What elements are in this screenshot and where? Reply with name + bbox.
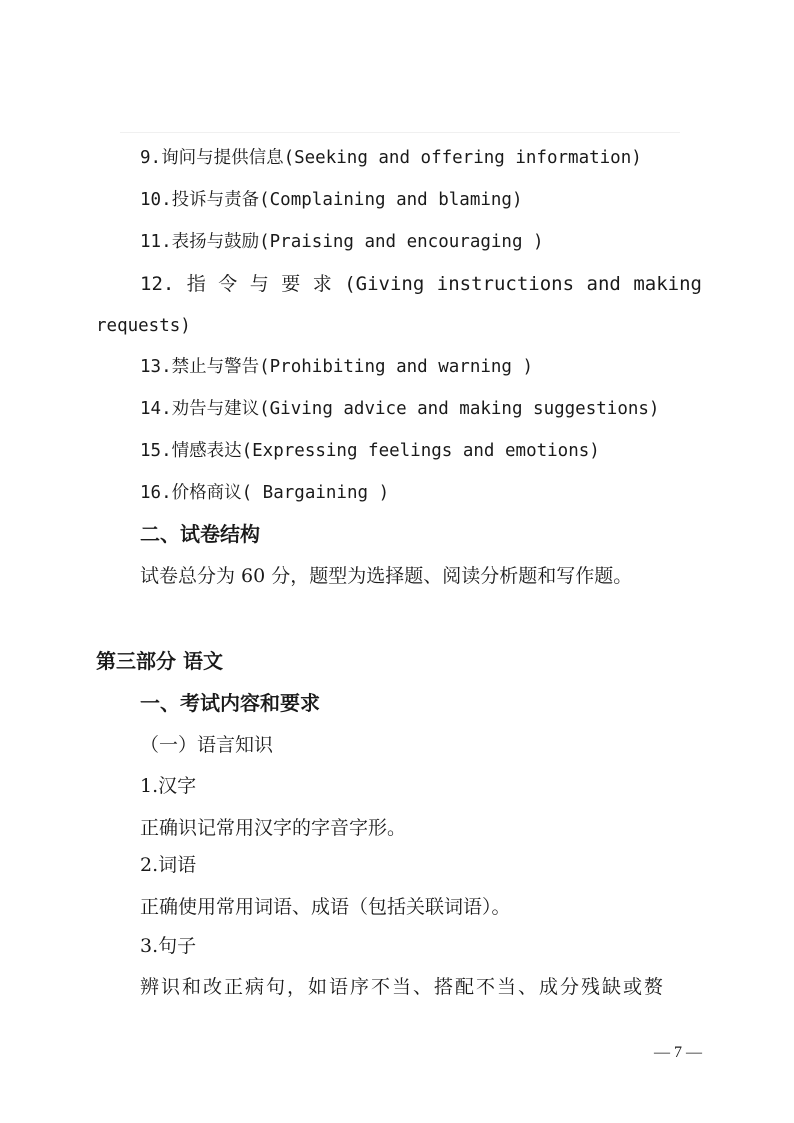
list-item-12-part: making — [633, 273, 702, 295]
item-body-characters: 正确识记常用汉字的字音字形。 — [140, 817, 407, 839]
subsection-heading-language-knowledge: （一）语言知识 — [140, 734, 274, 756]
item-body-sentences: 辨识和改正病句，如语序不当、搭配不当、成分残缺或赘 — [140, 976, 666, 998]
list-item-12-part: and — [586, 273, 621, 295]
item-heading-words: 2.词语 — [140, 854, 197, 876]
list-item-13: 13.禁止与警告(Prohibiting and warning ) — [140, 357, 534, 377]
section-heading-exam-structure: 二、试卷结构 — [140, 522, 260, 546]
list-item-12-part: 令 — [218, 273, 238, 295]
item-heading-sentences: 3.句子 — [140, 935, 197, 957]
list-item-12-part: (Giving — [344, 273, 425, 295]
list-item-10: 10.投诉与责备(Complaining and blaming) — [140, 190, 523, 210]
list-item-12 — [140, 272, 702, 296]
list-item-12-part: instructions — [436, 273, 575, 295]
page-number: — 7 — — [654, 1044, 702, 1061]
part-title-chinese: 第三部分 语文 — [96, 649, 223, 673]
list-item-16: 16.价格商议( Bargaining ) — [140, 483, 390, 503]
section-heading-content-requirements: 一、考试内容和要求 — [140, 691, 320, 715]
list-item-12-part: 与 — [249, 273, 269, 295]
item-heading-characters: 1.汉字 — [140, 775, 197, 797]
list-item-12-part: 12. — [140, 273, 175, 295]
section-body-exam-structure: 试卷总分为 60 分，题型为选择题、阅读分析题和写作题。 — [140, 565, 633, 587]
list-item-11: 11.表扬与鼓励(Praising and encouraging ) — [140, 232, 544, 252]
faint-divider — [120, 132, 680, 133]
item-body-words: 正确使用常用词语、成语（包括关联词语）。 — [140, 896, 511, 918]
list-item-12-part: 求 — [312, 273, 332, 295]
list-item-12-continuation: requests) — [96, 316, 191, 336]
list-item-12-part: 指 — [186, 273, 206, 295]
list-item-14: 14.劝告与建议(Giving advice and making suggestions) — [140, 399, 660, 419]
list-item-15: 15.情感表达(Expressing feelings and emotions) — [140, 441, 600, 461]
list-item-9: 9.询问与提供信息(Seeking and offering information) — [140, 148, 642, 168]
list-item-12-part: 要 — [281, 273, 301, 295]
